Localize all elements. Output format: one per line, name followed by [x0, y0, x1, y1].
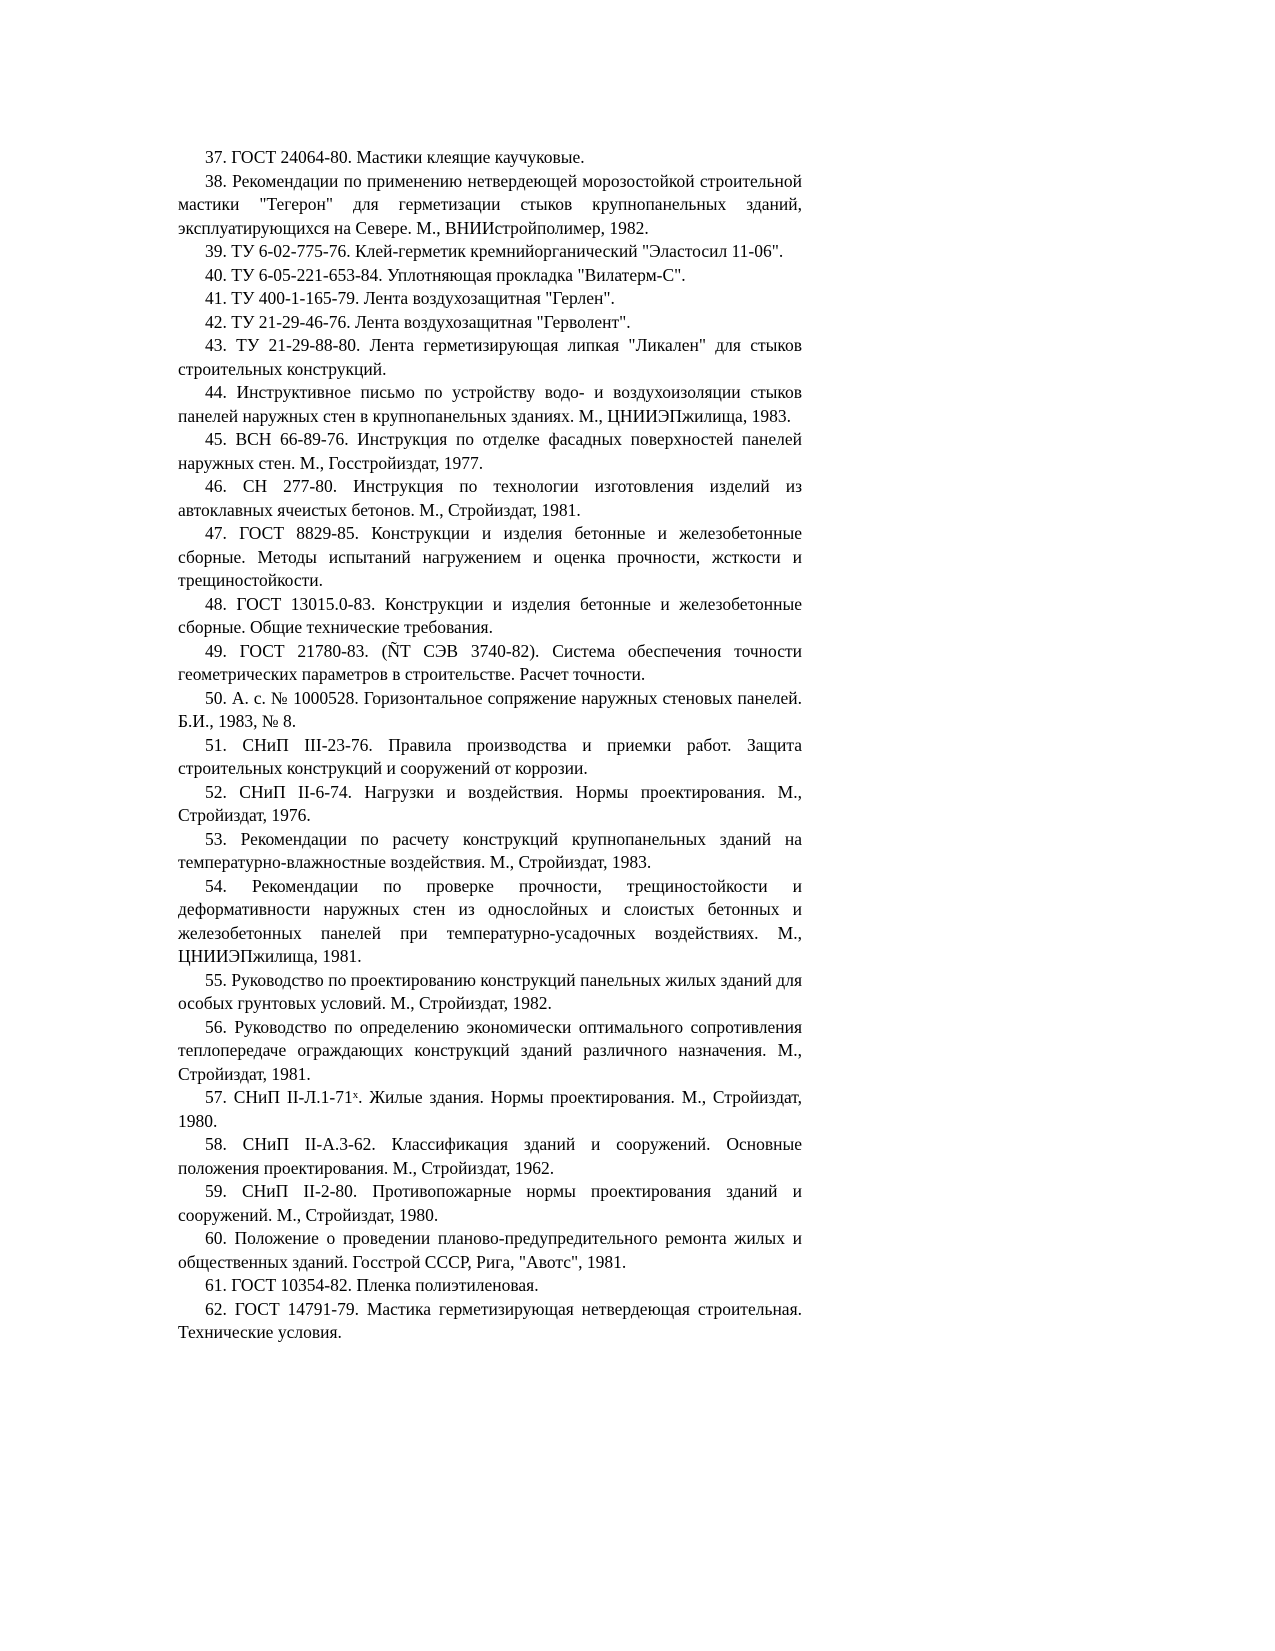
reference-text: 61. ГОСТ 10354-82. Пленка полиэтиленовая.	[205, 1275, 539, 1295]
reference-text: 46. СН 277-80. Инструкция по технологии изготовления изделий из автоклавных ячеистых бетонов. М., Стройиздат, 1981.	[178, 476, 802, 520]
reference-item	[178, 334, 802, 381]
reference-text: 49. ГОСТ 21780-83. (ÑT СЭВ 3740-82). Система обеспечения точности геометрических параметров в строительстве. Расчет точности.	[178, 640, 802, 684]
reference-text: 58. СНиП II-А.3-62. Классификация зданий и сооружений. Основные положения проектирования. М., Стройиздат, 1962.	[178, 1134, 802, 1178]
reference-item	[178, 640, 802, 687]
reference-text: 40. ТУ 6-05-221-653-84. Уплотняющая прокладка "Вилатерм-С".	[205, 264, 686, 285]
reference-item	[178, 287, 802, 311]
reference-item	[178, 1016, 802, 1087]
reference-text: 45. ВСН 66-89-76. Инструкция по отделке фасадных поверхностей панелей наружных стен. М., Госстройиздат, 1977.	[178, 429, 802, 473]
reference-text: 38. Рекомендации по применению нетвердеющей морозостойкой строительной мастики "Тегерон" для герметизации стыков крупнопанельных зданий, эксплуатирующихся на Севере. М., ВНИИстройполимер, 1982.	[178, 170, 802, 238]
reference-item	[178, 170, 802, 241]
reference-item	[178, 1133, 802, 1180]
reference-text: . Жилые здания. Нормы проектирования. М., Стройиздат, 1980.	[178, 1087, 802, 1131]
reference-text: 56. Руководство по определению экономически оптимального сопротивления теплопередаче ограждающих конструкций зданий различного назначения. М., Стройиздат, 1981.	[178, 1016, 802, 1084]
reference-item	[178, 428, 802, 475]
reference-text: 41. ТУ 400-1-165-79. Лента воздухозащитная "Герлен".	[205, 288, 615, 308]
reference-item	[178, 1298, 802, 1345]
reference-item	[178, 240, 802, 264]
reference-text: 43. ТУ 21-29-88-80. Лента герметизирующая липкая "Ликален" для стыков строительных конструкций.	[178, 335, 802, 379]
reference-text: 39. ТУ 6-02-775-76. Клей-герметик кремнийорганический "Эластосил 11-06".	[205, 241, 784, 261]
reference-item	[178, 522, 802, 593]
reference-text: 50. А. с. № 1000528. Горизонтальное сопряжение наружных стеновых панелей. Б.И., 1983, № 8.	[178, 687, 802, 731]
reference-text: 57. СНиП II-Л.1-71	[205, 1087, 353, 1107]
reference-item	[178, 1086, 802, 1133]
reference-item	[178, 1227, 802, 1274]
reference-item	[178, 381, 802, 428]
reference-text: 44. Инструктивное письмо по устройству водо- и воздухоизоляции стыков панелей наружных стен в крупнопанельных зданиях. М., ЦНИИЭПжилища, 1983.	[178, 382, 802, 426]
reference-item	[178, 475, 802, 522]
reference-list	[178, 146, 802, 1345]
reference-item	[178, 687, 802, 734]
reference-text: 42. ТУ 21-29-46-76. Лента воздухозащитная "Герволент".	[205, 311, 631, 332]
reference-item	[178, 828, 802, 875]
reference-item	[178, 1274, 802, 1298]
reference-text: 37. ГОСТ 24064-80. Мастики клеящие каучуковые.	[205, 147, 585, 167]
reference-text: 47. ГОСТ 8829-85. Конструкции и изделия бетонные и железобетонные сборные. Методы испытаний нагружением и оценка прочности, жсткости и трещиностойкости.	[178, 523, 802, 590]
reference-item	[178, 1180, 802, 1227]
reference-text: 54. Рекомендации по проверке прочности, трещиностойкости и деформативности наружных стен из однослойных и слоистых бетонных и железобетонных панелей при температурно-усадочных воздействиях. М., ЦНИИЭПжилища, 1981.	[178, 875, 802, 966]
reference-text: 62. ГОСТ 14791-79. Мастика герметизирующая нетвердеющая строительная. Технические условия.	[178, 1298, 802, 1342]
superscript-mark: х	[352, 1088, 359, 1101]
reference-item	[178, 875, 802, 969]
reference-item	[178, 781, 802, 828]
reference-item	[178, 734, 802, 781]
reference-item	[178, 593, 802, 640]
reference-text: 48. ГОСТ 13015.0-83. Конструкции и изделия бетонные и железобетонные сборные. Общие технические требования.	[178, 593, 802, 637]
reference-text: 55. Руководство по проектированию конструкций панельных жилых зданий для особых грунтовых условий. М., Стройиздат, 1982.	[178, 969, 802, 1013]
reference-item	[178, 969, 802, 1016]
reference-text: 53. Рекомендации по расчету конструкций крупнопанельных зданий на температурно-влажностные воздействия. М., Стройиздат, 1983.	[178, 828, 802, 872]
reference-text: 51. СНиП III-23-76. Правила производства и приемки работ. Защита строительных конструкций и сооружений от коррозии.	[178, 734, 802, 778]
reference-text: 59. СНиП II-2-80. Противопожарные нормы проектирования зданий и сооружений. М., Стройиздат, 1980.	[178, 1181, 802, 1225]
reference-text: 52. СНиП II-6-74. Нагрузки и воздействия. Нормы проектирования. М., Стройиздат, 1976.	[178, 781, 802, 825]
reference-text: 60. Положение о проведении планово-предупредительного ремонта жилых и общественных зданий. Госстрой СССР, Рига, "Авотс", 1981.	[178, 1228, 802, 1272]
reference-item	[178, 146, 802, 170]
reference-item	[178, 311, 802, 335]
reference-item	[178, 264, 802, 288]
